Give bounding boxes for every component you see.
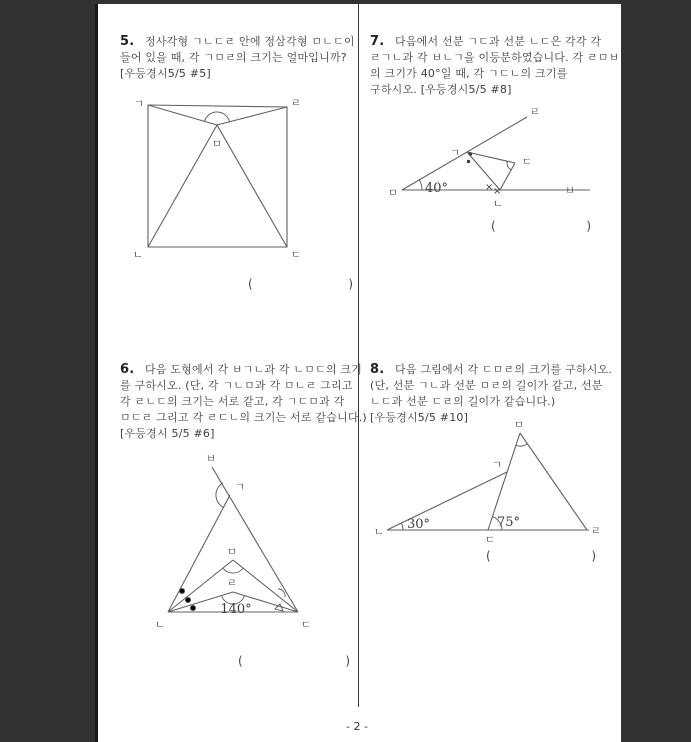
problem-6-line: 를 구하시오. (단, 각 ㄱㄴㅁ과 각 ㅁㄴㄹ 그리고 — [120, 379, 353, 392]
problem-5-line: 들어 있을 때, 각 ㄱㅁㄹ의 크기는 얼마입니까? — [120, 51, 347, 64]
fig5-line-m-d — [217, 125, 287, 247]
figure-8 — [374, 419, 601, 546]
problem-6-line: 각 ㄹㄴㄷ의 크기는 서로 같고, 각 ㄱㄷㅁ과 각 — [120, 395, 345, 408]
answer-blank-p5 — [248, 277, 353, 291]
problem-5-citation: [우등경시5/5 #5] — [120, 67, 211, 80]
fig5-angle-arc — [205, 112, 230, 122]
problem-6-number: 6. — [120, 362, 135, 377]
fig8-line-d-m — [488, 433, 520, 530]
problem-7 — [370, 34, 620, 98]
fig7-label-r: ㄹ — [529, 106, 541, 118]
fig7-angle-value: 40° — [425, 181, 449, 196]
fig7-line-g-n — [467, 152, 500, 190]
fig6-label-r: ㄹ — [226, 577, 238, 589]
paren-open: ( — [238, 654, 243, 668]
fig6-line-d-g-b — [212, 467, 298, 612]
fig7-label-g: ㄱ — [449, 147, 461, 159]
fig8-label-d: ㄷ — [484, 534, 496, 546]
fig6-line-d-r — [233, 592, 298, 612]
fig5-label-d: ㄷ — [290, 249, 302, 261]
problem-7-line — [370, 34, 620, 50]
fig6-label-m: ㅁ — [226, 546, 238, 558]
problem-8-line — [370, 362, 612, 378]
problem-8-line: (단, 선분 ㄱㄴ과 선분 ㅁㄹ의 길이가 같고, 선분 — [370, 379, 603, 392]
figure-6 — [155, 453, 311, 631]
paren-open: ( — [491, 219, 496, 233]
fig8-label-n: ㄴ — [373, 526, 385, 538]
fig6-angle-value: 140° — [220, 602, 252, 617]
fig6-angle-arc-m — [223, 568, 243, 573]
fig8-angle-arc-d — [492, 517, 502, 530]
fig6-arc-mark-d — [278, 589, 285, 597]
paren-open: ( — [248, 277, 253, 291]
fig6-label-d: ㄷ — [300, 619, 312, 631]
fig7-line-n-d — [500, 163, 515, 190]
fig6-angle-arc-r — [222, 596, 245, 605]
paren-close: ) — [345, 654, 350, 668]
problem-6-text: 다음 도형에서 각 ㅂㄱㄴ과 각 ㄴㅁㄷ의 크기 — [145, 363, 363, 376]
fig6-circle-mark — [185, 597, 190, 602]
fig7-x-mark: × — [493, 186, 502, 197]
fig7-x-mark: × — [485, 182, 494, 193]
fig5-label-r: ㄹ — [290, 97, 302, 109]
fig6-label-n: ㄴ — [154, 619, 166, 631]
problem-6-line — [120, 362, 367, 378]
fig5-label-g: ㄱ — [133, 98, 145, 110]
fig7-label-d: ㄷ — [521, 156, 533, 168]
paren-close: ) — [591, 549, 596, 563]
fig8-angle-left-value: 30° — [407, 517, 431, 532]
fig8-angle-right-value: 75° — [497, 515, 521, 530]
fig7-line-m-r — [402, 117, 527, 190]
problem-7-text: 다음에서 선분 ㄱㄷ과 선분 ㄴㄷ은 각각 각 — [395, 35, 602, 48]
problem-6-citation: [우등경시 5/5 #6] — [120, 427, 215, 440]
fig8-angle-arc-n — [401, 523, 403, 530]
fig7-angle-arc-d — [507, 161, 511, 170]
problem-7-citation: 구하시오. [우등경시5/5 #8] — [370, 83, 512, 96]
fig8-line-m-r — [520, 433, 587, 530]
document-page — [95, 4, 621, 742]
fig8-label-m: ㅁ — [513, 419, 525, 431]
fig7-label-n: ㄴ — [492, 198, 504, 210]
problem-5-number: 5. — [120, 34, 135, 49]
problem-6-line: ㅁㄷㄹ 그리고 각 ㄹㄷㄴ의 크기는 서로 같습니다.) — [120, 411, 367, 424]
fig8-label-r: ㄹ — [590, 525, 602, 537]
problem-7-number: 7. — [370, 34, 385, 49]
page-number: - 2 - — [346, 720, 368, 733]
problem-7-line: 의 크기가 40°일 때, 각 ㄱㄷㄴ의 크기를 — [370, 67, 568, 80]
figure-7 — [388, 106, 590, 210]
fig8-line-n-g — [387, 472, 507, 530]
fig6-circle-mark — [190, 605, 195, 610]
fig8-label-g: ㄱ — [491, 459, 503, 471]
fig6-line-n-g — [168, 495, 230, 612]
fig7-angle-arc-m — [419, 180, 422, 190]
fig7-label-b: ㅂ — [564, 185, 576, 197]
fig5-line-r-m — [217, 107, 287, 125]
fig6-angle-arc-g — [216, 483, 223, 508]
paren-open: ( — [486, 549, 491, 563]
fig7-line-g-d — [467, 152, 515, 163]
answer-blank-p7 — [491, 219, 591, 233]
problem-8-text: 다음 그림에서 각 ㄷㅁㄹ의 크기를 구하시오. — [395, 363, 613, 376]
problem-5 — [120, 34, 355, 82]
fig7-dot-mark — [469, 152, 472, 155]
fig6-line-d-m — [233, 560, 298, 612]
fig6-line-n-r — [168, 592, 233, 612]
answer-blank-p6 — [238, 654, 350, 668]
problem-8-number: 8. — [370, 362, 385, 377]
figure-5 — [133, 97, 301, 261]
problem-8 — [370, 362, 612, 426]
fig6-label-b: ㅂ — [205, 453, 217, 465]
fig5-square — [148, 105, 287, 247]
fig5-line-g-m — [148, 105, 217, 125]
fig6-triangle-mark-d — [275, 604, 283, 611]
problem-7-line: ㄹㄱㄴ과 각 ㅂㄴㄱ을 이등분하였습니다. 각 ㄹㅁㅂ — [370, 51, 620, 64]
problem-5-line — [120, 34, 355, 50]
problem-6 — [120, 362, 367, 442]
answer-blank-p8 — [486, 549, 596, 563]
problem-8-line: ㄴㄷ과 선분 ㄷㄹ의 길이가 같습니다.) — [370, 395, 556, 408]
fig8-angle-arc-m — [516, 444, 528, 446]
fig5-label-n: ㄴ — [132, 249, 144, 261]
problem-5-text: 정사각형 ㄱㄴㄷㄹ 안에 정삼각형 ㅁㄴㄷ이 — [145, 35, 355, 48]
fig6-line-n-m — [168, 560, 233, 612]
fig5-line-m-n — [148, 125, 217, 247]
paren-close: ) — [348, 277, 353, 291]
fig7-label-m: ㅁ — [387, 187, 399, 199]
fig5-label-m: ㅁ — [211, 138, 223, 150]
column-divider-line — [358, 4, 359, 707]
fig6-circle-mark — [179, 588, 184, 593]
problem-8-citation: [우등경시5/5 #10] — [370, 411, 469, 424]
paren-close: ) — [586, 219, 591, 233]
fig6-label-g: ㄱ — [234, 481, 246, 493]
fig7-dot-mark — [467, 160, 470, 163]
